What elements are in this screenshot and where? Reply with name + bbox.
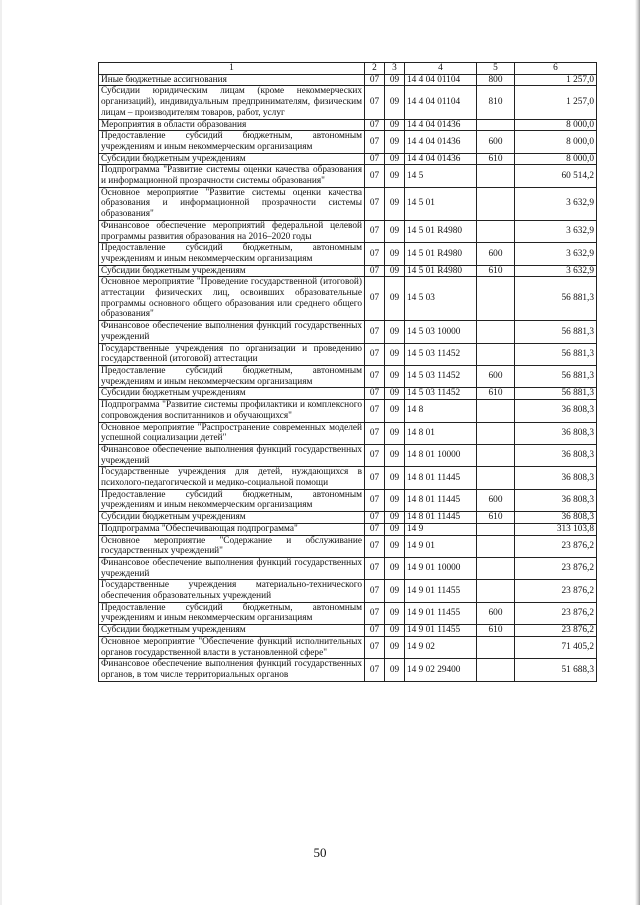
- cell-target-article: 14 5 01 R4980: [405, 220, 477, 242]
- cell-target-article: 14 5 03 11452: [405, 365, 477, 387]
- cell-amount: 1 257,0: [515, 86, 597, 119]
- cell-amount: 1 257,0: [515, 74, 597, 86]
- cell-name: Государственные учреждения для детей, нуждающихся в психолого-педагогической и медико-социальной помощи: [99, 467, 365, 489]
- cell-expense-type: [477, 444, 515, 466]
- cell-subsection: 09: [385, 512, 405, 524]
- cell-subsection: 09: [385, 321, 405, 343]
- table-row: [99, 523, 597, 535]
- cell-name: Субсидии бюджетным учреждениям: [99, 265, 365, 277]
- cell-subsection: 09: [385, 580, 405, 602]
- cell-section: 07: [365, 557, 385, 579]
- table-row: [99, 602, 597, 624]
- cell-section: 07: [365, 74, 385, 86]
- cell-expense-type: 610: [477, 388, 515, 400]
- cell-subsection: 09: [385, 523, 405, 535]
- cell-subsection: 09: [385, 388, 405, 400]
- cell-name: Подпрограмма "Развитие системы профилактики и комплексного сопровождения воспитанников и обучающихся": [99, 400, 365, 422]
- cell-section: 07: [365, 321, 385, 343]
- table-row: [99, 388, 597, 400]
- table-row: [99, 636, 597, 658]
- cell-amount: 36 808,3: [515, 444, 597, 466]
- cell-subsection: 09: [385, 444, 405, 466]
- table-row: [99, 265, 597, 277]
- table-row: [99, 187, 597, 220]
- cell-subsection: 09: [385, 535, 405, 557]
- cell-section: 07: [365, 659, 385, 681]
- cell-amount: 56 881,3: [515, 277, 597, 321]
- cell-section: 07: [365, 512, 385, 524]
- cell-name: Государственные учреждения материально-технического обеспечения образовательных учреждений: [99, 580, 365, 602]
- table-row: [99, 343, 597, 365]
- cell-subsection: 09: [385, 343, 405, 365]
- cell-target-article: 14 4 04 01104: [405, 86, 477, 119]
- header-col-3: 3: [385, 63, 405, 75]
- cell-target-article: 14 5: [405, 165, 477, 187]
- budget-table: [98, 62, 597, 682]
- cell-expense-type: [477, 636, 515, 658]
- cell-target-article: 14 8 01 11445: [405, 467, 477, 489]
- cell-expense-type: 600: [477, 243, 515, 265]
- cell-expense-type: [477, 535, 515, 557]
- cell-name: Субсидии бюджетным учреждениям: [99, 153, 365, 165]
- table-row: [99, 277, 597, 321]
- cell-section: 07: [365, 220, 385, 242]
- cell-amount: 36 808,3: [515, 512, 597, 524]
- cell-amount: 23 876,2: [515, 580, 597, 602]
- cell-target-article: 14 9 01 11455: [405, 580, 477, 602]
- cell-section: 07: [365, 277, 385, 321]
- cell-expense-type: 610: [477, 153, 515, 165]
- cell-amount: 56 881,3: [515, 388, 597, 400]
- table-header: [99, 63, 597, 75]
- cell-expense-type: [477, 659, 515, 681]
- table-row: [99, 580, 597, 602]
- cell-expense-type: [477, 467, 515, 489]
- cell-subsection: 09: [385, 187, 405, 220]
- cell-section: 07: [365, 153, 385, 165]
- cell-expense-type: [477, 321, 515, 343]
- cell-target-article: 14 9 01 11455: [405, 625, 477, 637]
- cell-section: 07: [365, 580, 385, 602]
- table-row: [99, 659, 597, 681]
- page-edge-right: [635, 0, 640, 905]
- cell-name: Предоставление субсидий бюджетным, автономным учреждениям и иным некоммерческим организациям: [99, 365, 365, 387]
- cell-section: 07: [365, 187, 385, 220]
- cell-expense-type: 600: [477, 365, 515, 387]
- cell-subsection: 09: [385, 602, 405, 624]
- cell-target-article: 14 4 04 01436: [405, 153, 477, 165]
- cell-section: 07: [365, 422, 385, 444]
- cell-subsection: 09: [385, 153, 405, 165]
- cell-target-article: 14 5 03 11452: [405, 388, 477, 400]
- cell-section: 07: [365, 388, 385, 400]
- cell-section: 07: [365, 444, 385, 466]
- table-row: [99, 74, 597, 86]
- table-row: [99, 422, 597, 444]
- cell-target-article: 14 9 01: [405, 535, 477, 557]
- cell-target-article: 14 5 03 10000: [405, 321, 477, 343]
- cell-amount: 8 000,0: [515, 153, 597, 165]
- cell-target-article: 14 5 03: [405, 277, 477, 321]
- cell-section: 07: [365, 165, 385, 187]
- cell-target-article: 14 4 04 01436: [405, 119, 477, 131]
- cell-section: 07: [365, 625, 385, 637]
- cell-target-article: 14 9 02 29400: [405, 659, 477, 681]
- cell-name: Субсидии бюджетным учреждениям: [99, 512, 365, 524]
- cell-section: 07: [365, 602, 385, 624]
- cell-subsection: 09: [385, 243, 405, 265]
- cell-expense-type: 610: [477, 512, 515, 524]
- cell-section: 07: [365, 119, 385, 131]
- cell-name: Финансовое обеспечение выполнения функций государственных учреждений: [99, 321, 365, 343]
- cell-subsection: 09: [385, 625, 405, 637]
- cell-amount: 23 876,2: [515, 535, 597, 557]
- cell-target-article: 14 8 01 11445: [405, 489, 477, 511]
- header-col-5: 5: [477, 63, 515, 75]
- cell-amount: 313 103,8: [515, 523, 597, 535]
- cell-name: Предоставление субсидий бюджетным, автономным учреждениям и иным некоммерческим организациям: [99, 489, 365, 511]
- cell-amount: 56 881,3: [515, 365, 597, 387]
- cell-name: Подпрограмма "Обеспечивающая подпрограмма": [99, 523, 365, 535]
- cell-amount: 60 514,2: [515, 165, 597, 187]
- cell-expense-type: 610: [477, 265, 515, 277]
- cell-subsection: 09: [385, 467, 405, 489]
- cell-subsection: 09: [385, 659, 405, 681]
- cell-subsection: 09: [385, 119, 405, 131]
- cell-expense-type: 810: [477, 86, 515, 119]
- page-number: 50: [313, 845, 327, 860]
- cell-target-article: 14 8 01 11445: [405, 512, 477, 524]
- cell-subsection: 09: [385, 74, 405, 86]
- cell-target-article: 14 5 03 11452: [405, 343, 477, 365]
- cell-name: Государственные учреждения по организации и проведению государственной (итоговой) аттестации: [99, 343, 365, 365]
- cell-amount: 51 688,3: [515, 659, 597, 681]
- cell-target-article: 14 5 01: [405, 187, 477, 220]
- cell-subsection: 09: [385, 365, 405, 387]
- header-col-6: 6: [515, 63, 597, 75]
- table-row: [99, 625, 597, 637]
- table-row: [99, 165, 597, 187]
- cell-target-article: 14 5 01 R4980: [405, 243, 477, 265]
- cell-subsection: 09: [385, 277, 405, 321]
- cell-name: Основное мероприятие "Развитие системы оценки качества образования и информационной прозрачности системы образования": [99, 187, 365, 220]
- table-row: [99, 365, 597, 387]
- cell-target-article: 14 4 04 01436: [405, 131, 477, 153]
- table-row: [99, 535, 597, 557]
- cell-subsection: 09: [385, 86, 405, 119]
- cell-amount: 3 632,9: [515, 265, 597, 277]
- cell-expense-type: [477, 580, 515, 602]
- cell-name: Подпрограмма "Развитие системы оценки качества образования и информационной прозрачности системы образования": [99, 165, 365, 187]
- cell-amount: 56 881,3: [515, 321, 597, 343]
- cell-target-article: 14 8: [405, 400, 477, 422]
- cell-expense-type: [477, 422, 515, 444]
- cell-name: Финансовое обеспечение выполнения функций государственных учреждений: [99, 557, 365, 579]
- cell-name: Основное мероприятие "Обеспечение функций исполнительных органов государственной власти в установленной сфере": [99, 636, 365, 658]
- cell-name: Субсидии бюджетным учреждениям: [99, 388, 365, 400]
- cell-subsection: 09: [385, 636, 405, 658]
- cell-amount: 3 632,9: [515, 220, 597, 242]
- cell-section: 07: [365, 523, 385, 535]
- cell-subsection: 09: [385, 400, 405, 422]
- table-row: [99, 321, 597, 343]
- cell-name: Финансовое обеспечение мероприятий федеральной целевой программы развития образования на 2016–2020 годы: [99, 220, 365, 242]
- cell-amount: 3 632,9: [515, 187, 597, 220]
- header-col-4: 4: [405, 63, 477, 75]
- cell-name: Основное мероприятие "Проведение государственной (итоговой) аттестации физических лиц, освоивших образовательные программы основного общего образования или среднего общего образования": [99, 277, 365, 321]
- cell-section: 07: [365, 265, 385, 277]
- table-row: [99, 400, 597, 422]
- cell-expense-type: 600: [477, 131, 515, 153]
- cell-amount: 23 876,2: [515, 557, 597, 579]
- table-row: [99, 153, 597, 165]
- cell-name: Предоставление субсидий бюджетным, автономным учреждениям и иным некоммерческим организациям: [99, 602, 365, 624]
- page-edge-left: [0, 0, 2, 905]
- table-row: [99, 467, 597, 489]
- cell-section: 07: [365, 343, 385, 365]
- table-row: [99, 512, 597, 524]
- cell-subsection: 09: [385, 220, 405, 242]
- table-row: [99, 489, 597, 511]
- header-col-1: 1: [99, 63, 365, 75]
- cell-amount: 8 000,0: [515, 119, 597, 131]
- cell-name: Основное мероприятие "Содержание и обслуживание государственных учреждений": [99, 535, 365, 557]
- cell-name: Предоставление субсидий бюджетным, автономным учреждениям и иным некоммерческим организациям: [99, 243, 365, 265]
- cell-target-article: 14 9 02: [405, 636, 477, 658]
- cell-subsection: 09: [385, 489, 405, 511]
- cell-subsection: 09: [385, 422, 405, 444]
- cell-name: Финансовое обеспечение выполнения функций государственных органов, в том числе территориальных органов: [99, 659, 365, 681]
- table-row: [99, 119, 597, 131]
- cell-name: Мероприятия в области образования: [99, 119, 365, 131]
- cell-target-article: 14 5 01 R4980: [405, 265, 477, 277]
- cell-target-article: 14 8 01: [405, 422, 477, 444]
- table-body: [99, 74, 597, 681]
- cell-expense-type: [477, 557, 515, 579]
- cell-name: Иные бюджетные ассигнования: [99, 74, 365, 86]
- cell-section: 07: [365, 636, 385, 658]
- cell-subsection: 09: [385, 165, 405, 187]
- cell-section: 07: [365, 489, 385, 511]
- cell-target-article: 14 9 01 11455: [405, 602, 477, 624]
- table-row: [99, 131, 597, 153]
- cell-expense-type: [477, 119, 515, 131]
- cell-name: Субсидии юридическим лицам (кроме некоммерческих организаций), индивидуальным предпринимателям, физическим лицам – производителям товаров, работ, услуг: [99, 86, 365, 119]
- cell-expense-type: [477, 165, 515, 187]
- table-row: [99, 444, 597, 466]
- table-row: [99, 557, 597, 579]
- cell-amount: 23 876,2: [515, 602, 597, 624]
- cell-expense-type: 600: [477, 602, 515, 624]
- cell-section: 07: [365, 535, 385, 557]
- cell-name: Финансовое обеспечение выполнения функций государственных учреждений: [99, 444, 365, 466]
- cell-expense-type: [477, 343, 515, 365]
- cell-section: 07: [365, 400, 385, 422]
- cell-expense-type: [477, 523, 515, 535]
- header-row: [99, 63, 597, 75]
- cell-section: 07: [365, 365, 385, 387]
- cell-target-article: 14 9 01 10000: [405, 557, 477, 579]
- cell-name: Основное мероприятие "Распространение современных моделей успешной социализации детей": [99, 422, 365, 444]
- cell-subsection: 09: [385, 557, 405, 579]
- cell-amount: 36 808,3: [515, 422, 597, 444]
- cell-amount: 36 808,3: [515, 400, 597, 422]
- cell-amount: 8 000,0: [515, 131, 597, 153]
- table-row: [99, 86, 597, 119]
- cell-target-article: 14 8 01 10000: [405, 444, 477, 466]
- cell-amount: 36 808,3: [515, 489, 597, 511]
- cell-amount: 23 876,2: [515, 625, 597, 637]
- cell-section: 07: [365, 131, 385, 153]
- cell-amount: 36 808,3: [515, 467, 597, 489]
- cell-section: 07: [365, 243, 385, 265]
- cell-expense-type: [477, 277, 515, 321]
- cell-amount: 3 632,9: [515, 243, 597, 265]
- cell-section: 07: [365, 86, 385, 119]
- cell-name: Предоставление субсидий бюджетным, автономным учреждениям и иным некоммерческим организациям: [99, 131, 365, 153]
- cell-expense-type: [477, 400, 515, 422]
- cell-expense-type: 800: [477, 74, 515, 86]
- cell-name: Субсидии бюджетным учреждениям: [99, 625, 365, 637]
- table-row: [99, 243, 597, 265]
- header-col-2: 2: [365, 63, 385, 75]
- cell-section: 07: [365, 467, 385, 489]
- cell-expense-type: 610: [477, 625, 515, 637]
- cell-subsection: 09: [385, 131, 405, 153]
- cell-expense-type: [477, 220, 515, 242]
- cell-subsection: 09: [385, 265, 405, 277]
- cell-expense-type: 600: [477, 489, 515, 511]
- cell-amount: 56 881,3: [515, 343, 597, 365]
- table-row: [99, 220, 597, 242]
- cell-target-article: 14 9: [405, 523, 477, 535]
- cell-amount: 71 405,2: [515, 636, 597, 658]
- cell-expense-type: [477, 187, 515, 220]
- cell-target-article: 14 4 04 01104: [405, 74, 477, 86]
